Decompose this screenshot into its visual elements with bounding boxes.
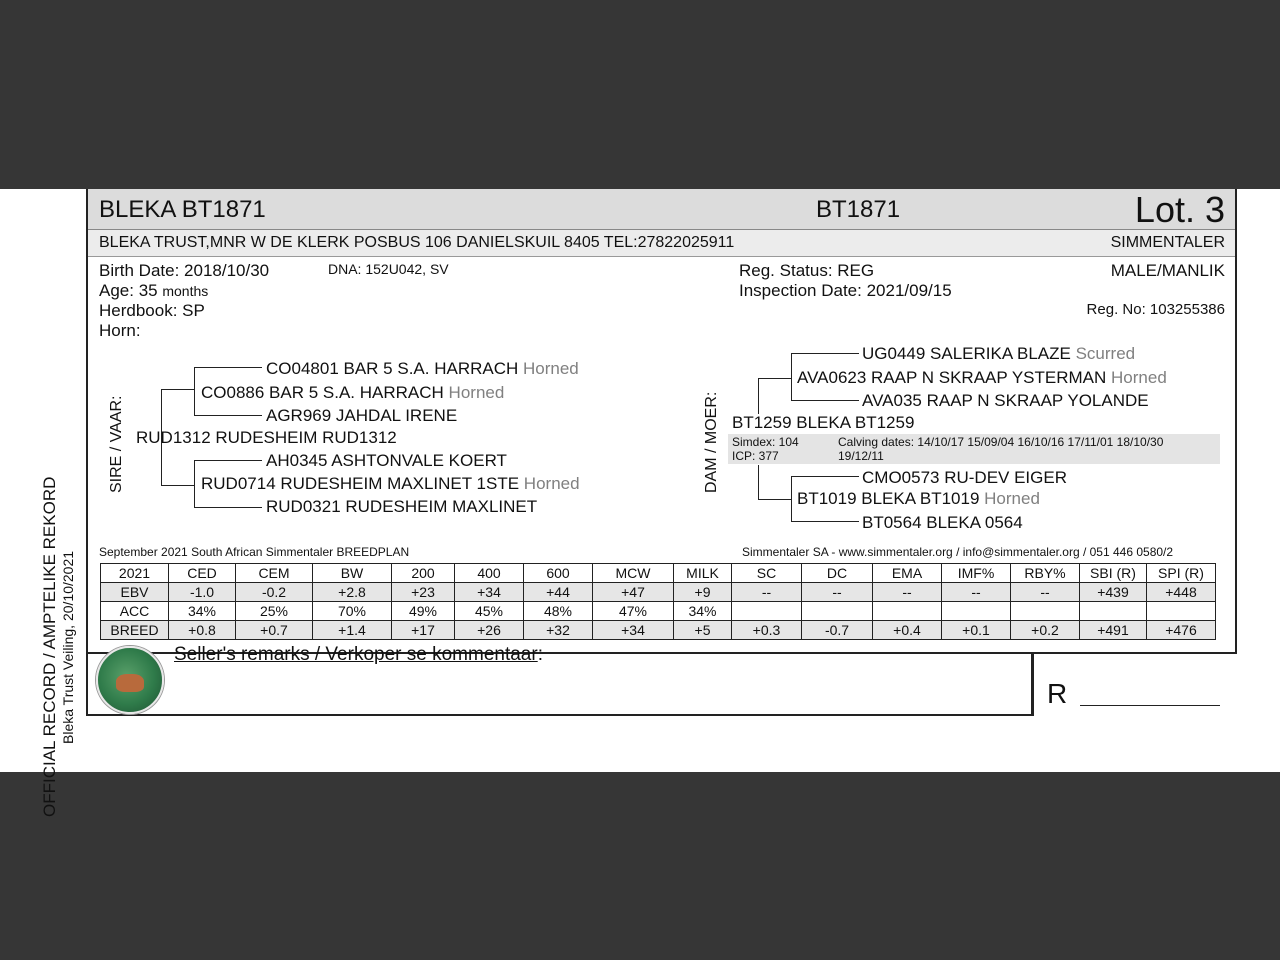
ebv-cell: +476	[1147, 621, 1216, 640]
ebv-cell	[1147, 602, 1216, 621]
breed-label: SIMMENTALER	[1110, 234, 1225, 251]
ebv-header-row	[101, 564, 1216, 583]
dam-dam-sire: CMO0573 RU-DEV EIGER	[862, 468, 1067, 487]
dam-dam-dam: BT0564 BLEKA 0564	[862, 513, 1023, 532]
title-bar	[88, 189, 1235, 230]
sire-dam: RUD0714 RUDESHEIM MAXLINET 1STE Horned	[201, 474, 580, 493]
lot-number: Lot. 3	[1134, 189, 1225, 230]
ebv-cell: 200	[392, 564, 455, 583]
ebv-cell: --	[802, 583, 873, 602]
dam-sire-dam: AVA035 RAAP N SKRAAP YOLANDE	[862, 391, 1149, 410]
ebv-cell: --	[873, 583, 942, 602]
ebv-cell: 45%	[455, 602, 524, 621]
ebv-cell: SC	[732, 564, 802, 583]
price-line[interactable]	[1080, 705, 1220, 706]
reg-status: Reg. Status: REG	[739, 261, 875, 280]
ebv-cell	[873, 602, 942, 621]
birth-date: Birth Date: 2018/10/30	[99, 261, 270, 280]
ebv-cell	[802, 602, 873, 621]
ebv-cell: CED	[169, 564, 236, 583]
sire-dam-dam: RUD0321 RUDESHEIM MAXLINET	[266, 497, 538, 516]
ebv-cell: +5	[674, 621, 732, 640]
seller-remarks: Seller's remarks / Verkoper se kommentaar:	[174, 644, 543, 665]
ebv-cell	[1011, 602, 1080, 621]
ebv-cell: ACC	[101, 602, 169, 621]
ebv-cell: +0.7	[236, 621, 313, 640]
ebv-cell: MILK	[674, 564, 732, 583]
ebv-cell: +44	[524, 583, 593, 602]
ebv-cell: +32	[524, 621, 593, 640]
ebv-cell: +491	[1080, 621, 1147, 640]
ebv-cell: +448	[1147, 583, 1216, 602]
animal-name: BLEKA BT1871	[99, 196, 266, 223]
ebv-cell: --	[942, 583, 1011, 602]
ebv-cell	[1080, 602, 1147, 621]
ebv-row	[101, 621, 1216, 640]
sire-name: RUD1312 RUDESHEIM RUD1312	[136, 428, 397, 447]
inspection-date: Inspection Date: 2021/09/15	[739, 281, 952, 300]
breedplan-contact: Simmentaler SA - www.simmentaler.org / info@simmentaler.org / 051 446 0580/2	[742, 545, 1174, 559]
sale-date-label: Bleka Trust Veiling, 20/10/2021	[60, 550, 76, 744]
ebv-cell: +0.4	[873, 621, 942, 640]
ebv-cell: 47%	[593, 602, 674, 621]
ebv-cell: 70%	[313, 602, 392, 621]
ebv-cell: 49%	[392, 602, 455, 621]
ebv-row	[101, 583, 1216, 602]
ebv-cell: +1.4	[313, 621, 392, 640]
sex: MALE/MANLIK	[1110, 261, 1225, 280]
ebv-cell: +17	[392, 621, 455, 640]
ebv-cell: +2.8	[313, 583, 392, 602]
ebv-cell: EMA	[873, 564, 942, 583]
sire-sire: CO0886 BAR 5 S.A. HARRACH Horned	[201, 383, 505, 402]
ebv-cell	[732, 602, 802, 621]
dam-sire: AVA0623 RAAP N SKRAAP YSTERMAN Horned	[797, 368, 1167, 387]
ebv-cell: +0.8	[169, 621, 236, 640]
ebv-cell: -0.7	[802, 621, 873, 640]
ebv-cell: EBV	[101, 583, 169, 602]
ebv-cell: +23	[392, 583, 455, 602]
price-prefix: R	[1047, 678, 1068, 709]
ebv-cell: DC	[802, 564, 873, 583]
ebv-cell: 600	[524, 564, 593, 583]
catalogue-page	[0, 189, 1280, 817]
ebv-cell: 34%	[169, 602, 236, 621]
sire-sire-dam: AGR969 JAHDAL IRENE	[266, 406, 458, 425]
owner-bar	[88, 230, 1235, 257]
ebv-cell: MCW	[593, 564, 674, 583]
ebv-cell: -0.2	[236, 583, 313, 602]
calving-dates: Calving dates: 14/10/17 15/09/04 16/10/16 17/11/01 18/10/30	[838, 435, 1164, 449]
ebv-cell: BW	[313, 564, 392, 583]
ebv-cell: 400	[455, 564, 524, 583]
dam-dam: BT1019 BLEKA BT1019 Horned	[797, 489, 1040, 508]
dna-info: DNA: 152U042, SV	[328, 261, 449, 277]
dam-label: DAM / MOER:	[703, 391, 720, 493]
ebv-cell: +439	[1080, 583, 1147, 602]
herdbook: Herdbook: SP	[99, 301, 205, 320]
ebv-cell: 48%	[524, 602, 593, 621]
ebv-cell: +26	[455, 621, 524, 640]
ebv-cell: --	[732, 583, 802, 602]
ebv-row	[101, 602, 1216, 621]
age: Age: 35 months	[99, 281, 209, 300]
ebv-cell: +0.3	[732, 621, 802, 640]
ebv-cell: RBY%	[1011, 564, 1080, 583]
ebv-table	[100, 563, 1216, 640]
calving-dates-cont: 19/12/11	[838, 449, 884, 463]
ebv-cell: +0.2	[1011, 621, 1080, 640]
reg-number: Reg. No: 103255386	[1086, 301, 1225, 318]
sire-dam-sire: AH0345 ASHTONVALE KOERT	[266, 451, 507, 470]
horn-status: Horn:	[99, 321, 141, 340]
dam-sire-sire: UG0449 SALERIKA BLAZE Scurred	[862, 344, 1136, 363]
ebv-cell: BREED	[101, 621, 169, 640]
ebv-cell: SBI (R)	[1080, 564, 1147, 583]
ebv-cell: +9	[674, 583, 732, 602]
icp: ICP: 377	[732, 449, 779, 463]
ebv-cell: +34	[593, 621, 674, 640]
dam-performance-bar	[728, 434, 1220, 464]
ebv-cell: 25%	[236, 602, 313, 621]
dam-name: BT1259 BLEKA BT1259	[732, 413, 915, 432]
ebv-cell: SPI (R)	[1147, 564, 1216, 583]
animal-id: BT1871	[816, 196, 901, 223]
sire-sire-sire: CO04801 BAR 5 S.A. HARRACH Horned	[266, 359, 579, 378]
ebv-cell: IMF%	[942, 564, 1011, 583]
simmentaler-logo	[96, 646, 164, 714]
breedplan-caption: September 2021 South African Simmentaler BREEDPLAN	[99, 545, 410, 559]
owner-info: BLEKA TRUST,MNR W DE KLERK POSBUS 106 DANIELSKUIL 8405 TEL:27822025911	[99, 234, 735, 251]
ebv-cell: +34	[455, 583, 524, 602]
ebv-cell: --	[1011, 583, 1080, 602]
sire-label: SIRE / VAAR:	[108, 395, 125, 493]
ebv-cell	[942, 602, 1011, 621]
ebv-cell: 2021	[101, 564, 169, 583]
ebv-cell: +47	[593, 583, 674, 602]
simdex: Simdex: 104	[732, 435, 799, 449]
ebv-cell: 34%	[674, 602, 732, 621]
ebv-cell: +0.1	[942, 621, 1011, 640]
ebv-cell: CEM	[236, 564, 313, 583]
ebv-cell: -1.0	[169, 583, 236, 602]
official-record-label: OFFICIAL RECORD / AMPTELIKE REKORD	[40, 476, 59, 817]
